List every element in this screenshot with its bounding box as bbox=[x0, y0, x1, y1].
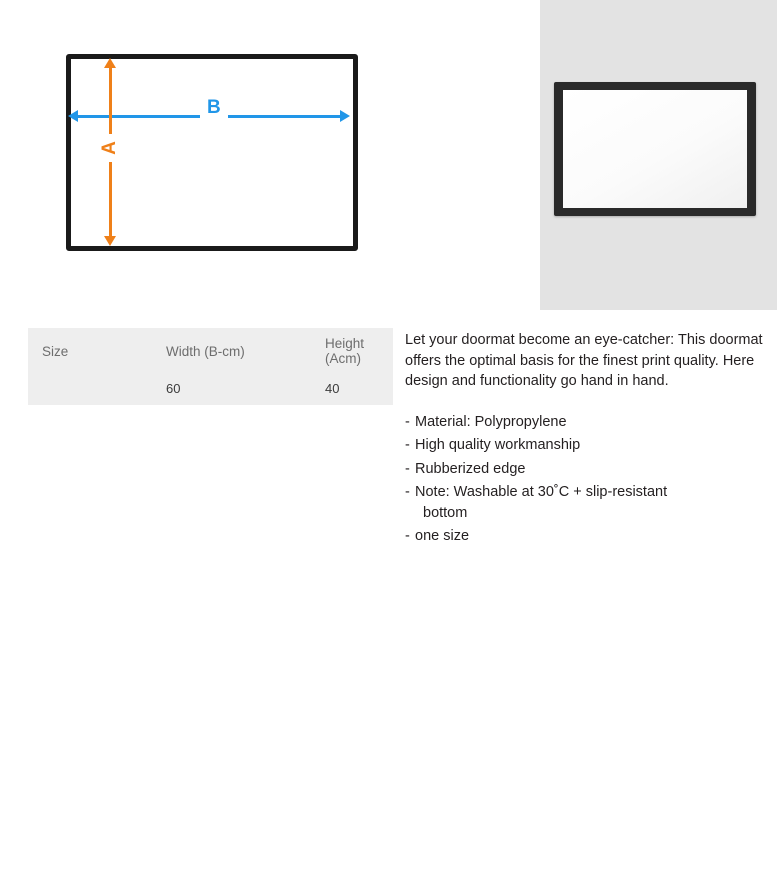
list-item bbox=[405, 412, 765, 433]
product-photo bbox=[540, 0, 777, 310]
list-item bbox=[405, 459, 765, 480]
product-description bbox=[405, 330, 765, 550]
size-table bbox=[28, 328, 393, 405]
table-row bbox=[28, 375, 393, 405]
doormat-print-surface bbox=[563, 90, 747, 208]
list-item bbox=[405, 435, 765, 456]
product-feature-list bbox=[405, 412, 765, 547]
feature-text: Rubberized edge bbox=[415, 460, 526, 477]
dimension-diagram bbox=[0, 0, 540, 300]
column-header-size: Size bbox=[28, 328, 152, 375]
list-item bbox=[405, 482, 765, 523]
doormat-product-image bbox=[554, 82, 756, 216]
column-header-height: Height (Acm) bbox=[311, 328, 393, 375]
size-table-body bbox=[28, 375, 393, 405]
feature-text-continuation: bottom bbox=[423, 504, 468, 521]
table-header-row bbox=[28, 328, 393, 375]
width-dimension-label: B bbox=[200, 98, 228, 118]
cell-size bbox=[28, 375, 152, 405]
feature-text: High quality workmanship bbox=[415, 437, 581, 453]
height-dimension-label: A bbox=[94, 134, 126, 162]
arrow-head-right-icon bbox=[340, 110, 350, 122]
size-table-head bbox=[28, 328, 393, 375]
feature-text: one size bbox=[415, 528, 470, 544]
feature-text: Material: Polypropylene bbox=[415, 413, 567, 430]
column-header-width: Width (B-cm) bbox=[152, 328, 311, 375]
cell-height: 40 bbox=[311, 375, 393, 405]
arrow-head-bottom-icon bbox=[104, 236, 116, 246]
feature-text: Note: Washable at 30˚C + slip-resistant bbox=[415, 484, 668, 500]
size-table-element bbox=[28, 328, 393, 405]
list-item bbox=[405, 526, 765, 547]
description-intro-text: Let your doormat become an eye-catcher: This doormat offers the optimal basis for the finest print quality. Here design and functionality go hand in hand. bbox=[405, 332, 763, 389]
spacer bbox=[405, 392, 765, 412]
cell-width: 60 bbox=[152, 375, 311, 405]
